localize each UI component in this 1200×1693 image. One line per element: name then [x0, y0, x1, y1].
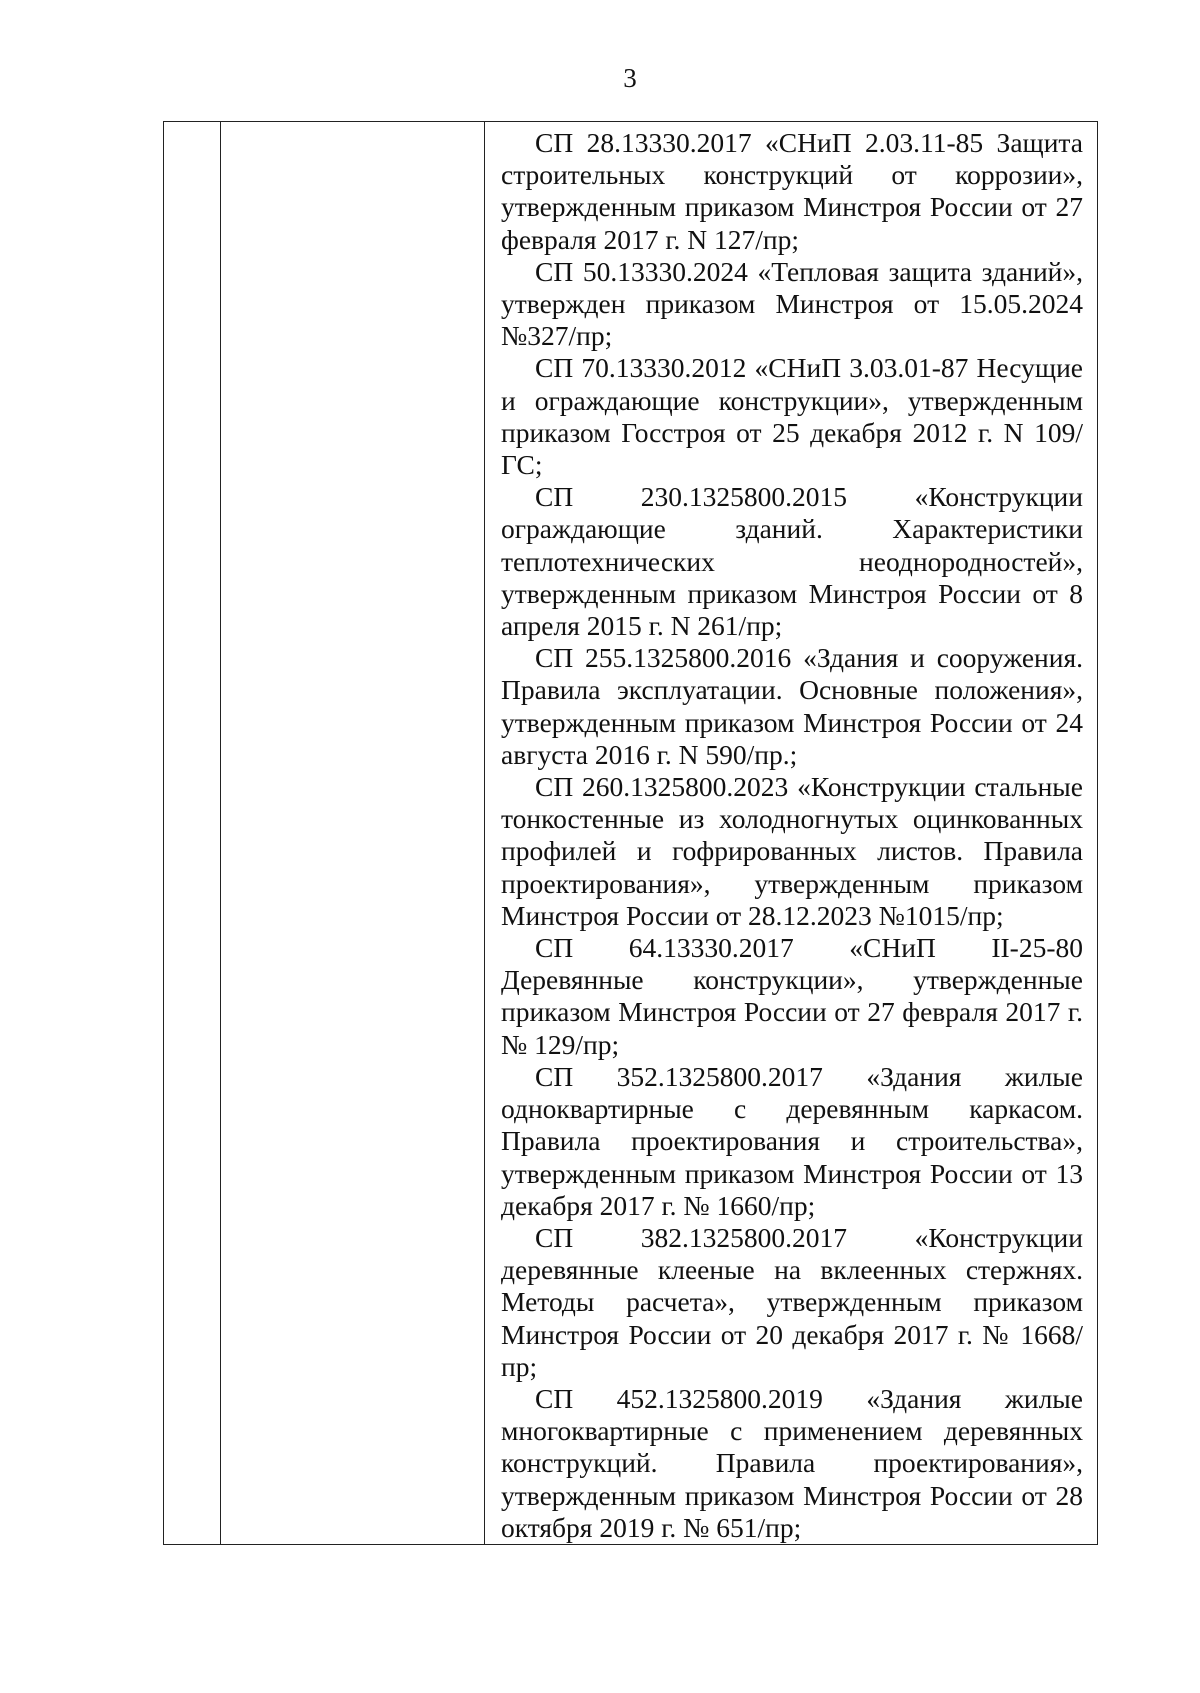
- regulation-entry: СП 70.13330.2012 «СНиП 3.03.01-87 Несущие и ограждающие конструкции», утвержденным приказом Госстроя от 25 декабря 2012 г. N 109/ГС;: [501, 352, 1083, 481]
- regulation-entry: СП 28.13330.2017 «СНиП 2.03.11-85 Защита строительных конструкций от коррозии», утвержденным приказом Минстроя России от 27 февраля 2017 г. N 127/пр;: [501, 127, 1083, 255]
- table-cell-number: [164, 122, 221, 1545]
- regulation-entry: СП 382.1325800.2017 «Конструкции деревянные клееные на вклеенных стержнях. Методы расчета», утвержденным приказом Минстроя России от 20 декабря 2017 г. № 1668/пр;: [501, 1221, 1083, 1382]
- table-cell-regulations: [485, 122, 1098, 1545]
- regulation-entry: СП 50.13330.2024 «Тепловая защита зданий», утвержден приказом Минстроя от 15.05.2024 №327/пр;: [501, 255, 1083, 352]
- page-number: 3: [623, 63, 637, 93]
- table-cell-name: [221, 122, 485, 1545]
- regulation-entry: СП 255.1325800.2016 «Здания и сооружения. Правила эксплуатации. Основные положения», утвержденным приказом Минстроя России от 24 августа 2016 г. N 590/пр.;: [501, 642, 1083, 770]
- regulation-entry: СП 260.1325800.2023 «Конструкции стальные тонкостенные из холодногнутых оцинкованных профилей и гофрированных листов. Правила проектирования», утвержденным приказом Минстроя России от 28.12.2023 №1015/пр;: [501, 771, 1083, 931]
- regulation-entry: СП 352.1325800.2017 «Здания жилые одноквартирные с деревянным каркасом. Правила проектирования и строительства», утвержденным приказом Минстроя России от 13 декабря 2017 г. № 1660/пр;: [501, 1060, 1083, 1221]
- regulations-table: [163, 121, 1098, 1545]
- regulations-list: [485, 122, 1097, 1544]
- regulation-entry: СП 230.1325800.2015 «Конструкции ограждающие зданий. Характеристики теплотехнических неоднородностей», утвержденным приказом Минстроя России от 8 апреля 2015 г. N 261/пр;: [501, 481, 1083, 642]
- regulation-entry: СП 452.1325800.2019 «Здания жилые многоквартирные с применением деревянных конструкций. Правила проектирования», утвержденным приказом Минстроя России от 28 октября 2019 г. № 651/пр;: [501, 1382, 1083, 1543]
- table-row: [164, 122, 1098, 1545]
- regulation-entry: СП 64.13330.2017 «СНиП II-25-80 Деревянные конструкции», утвержденные приказом Минстроя России от 27 февраля 2017 г. № 129/пр;: [501, 932, 1083, 1060]
